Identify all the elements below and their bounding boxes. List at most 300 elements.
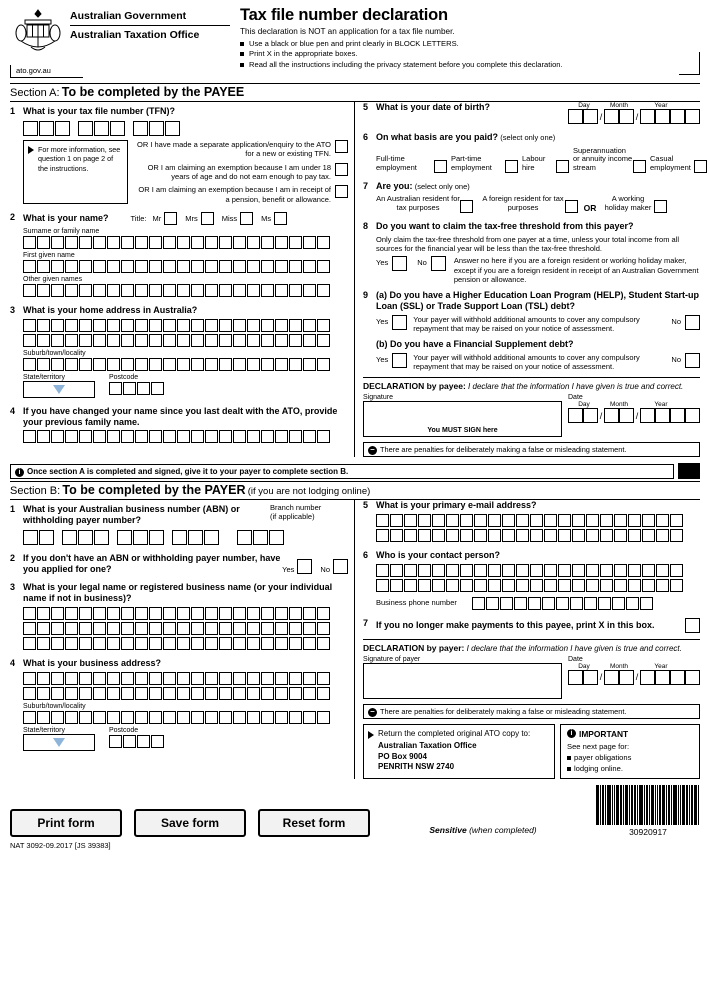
surname-char[interactable] [219,236,232,249]
tfn-digit[interactable] [110,121,125,136]
business-suburb-char[interactable] [93,711,106,724]
legal-name-char[interactable] [275,622,288,635]
business-address-char[interactable] [51,687,64,700]
legal-name-char[interactable] [107,607,120,620]
business-suburb-char[interactable] [247,711,260,724]
contact-char[interactable] [572,579,585,592]
other-name-char[interactable] [205,284,218,297]
phone-digit[interactable] [640,597,653,610]
contact-char[interactable] [600,579,613,592]
first-name-char[interactable] [317,260,330,273]
business-address-char[interactable] [303,672,316,685]
address-char[interactable] [275,334,288,347]
legal-name-char[interactable] [233,622,246,635]
business-suburb-char[interactable] [79,711,92,724]
business-address-char[interactable] [121,687,134,700]
contact-char[interactable] [614,564,627,577]
address-char[interactable] [261,334,274,347]
legal-name-char[interactable] [191,637,204,650]
surname-char[interactable] [261,236,274,249]
legal-name-char[interactable] [107,622,120,635]
payer-day-digit[interactable] [568,670,583,685]
other-name-char[interactable] [93,284,106,297]
other-name-char[interactable] [191,284,204,297]
email-char[interactable] [446,529,459,542]
business-address-char[interactable] [23,687,36,700]
first-name-char[interactable] [163,260,176,273]
legal-name-char[interactable] [275,637,288,650]
suburb-char[interactable] [261,358,274,371]
legal-name-char[interactable] [191,607,204,620]
phone-digit[interactable] [472,597,485,610]
business-address-char[interactable] [163,687,176,700]
business-address-char[interactable] [205,672,218,685]
legal-name-char[interactable] [317,622,330,635]
tfn-digit[interactable] [165,121,180,136]
surname-char[interactable] [93,236,106,249]
legal-name-char[interactable] [247,637,260,650]
address-char[interactable] [317,319,330,332]
title-mr-checkbox[interactable] [164,212,177,225]
abn-digit[interactable] [39,530,54,545]
address-char[interactable] [65,334,78,347]
previous-name-char[interactable] [163,430,176,443]
contact-char[interactable] [446,564,459,577]
contact-char[interactable] [516,579,529,592]
email-char[interactable] [418,529,431,542]
suburb-char[interactable] [79,358,92,371]
other-name-char[interactable] [275,284,288,297]
address-char[interactable] [23,334,36,347]
postcode-digit[interactable] [151,382,164,395]
dob-year-digit[interactable] [640,109,655,124]
business-address-char[interactable] [37,687,50,700]
phone-digit[interactable] [584,597,597,610]
tfn-digit[interactable] [39,121,54,136]
email-char[interactable] [628,529,641,542]
payer-year-digit[interactable] [640,670,655,685]
business-suburb-char[interactable] [121,711,134,724]
surname-char[interactable] [23,236,36,249]
tfn-digit[interactable] [55,121,70,136]
legal-name-char[interactable] [191,622,204,635]
address-char[interactable] [247,334,260,347]
business-address-char[interactable] [205,687,218,700]
email-char[interactable] [544,529,557,542]
payer-year-digit[interactable] [670,670,685,685]
previous-name-char[interactable] [219,430,232,443]
business-state-select[interactable] [23,734,95,751]
contact-char[interactable] [628,564,641,577]
email-char[interactable] [586,514,599,527]
q1-option-1-checkbox[interactable] [335,140,348,153]
other-name-char[interactable] [107,284,120,297]
legal-name-char[interactable] [51,607,64,620]
business-address-char[interactable] [303,687,316,700]
legal-name-char[interactable] [219,607,232,620]
business-address-char[interactable] [275,687,288,700]
title-ms-checkbox[interactable] [274,212,287,225]
address-char[interactable] [191,334,204,347]
business-address-char[interactable] [289,687,302,700]
legal-name-char[interactable] [121,607,134,620]
legal-name-char[interactable] [219,622,232,635]
legal-name-char[interactable] [205,637,218,650]
first-name-char[interactable] [233,260,246,273]
other-name-char[interactable] [261,284,274,297]
legal-name-char[interactable] [79,607,92,620]
contact-char[interactable] [390,564,403,577]
legal-name-char[interactable] [65,622,78,635]
legal-name-char[interactable] [121,622,134,635]
legal-name-char[interactable] [51,622,64,635]
email-char[interactable] [376,514,389,527]
payer-month-digit[interactable] [604,670,619,685]
surname-char[interactable] [65,236,78,249]
business-suburb-char[interactable] [65,711,78,724]
email-char[interactable] [404,514,417,527]
legal-name-char[interactable] [107,637,120,650]
phone-digit[interactable] [570,597,583,610]
business-address-char[interactable] [177,672,190,685]
payer-signature-field[interactable] [363,663,562,699]
contact-char[interactable] [670,579,683,592]
abn-digit[interactable] [117,530,132,545]
other-name-char[interactable] [121,284,134,297]
legal-name-char[interactable] [23,637,36,650]
first-name-char[interactable] [121,260,134,273]
business-address-char[interactable] [121,672,134,685]
email-char[interactable] [432,514,445,527]
q1-option-2-checkbox[interactable] [335,163,348,176]
state-select[interactable] [23,381,95,398]
first-name-char[interactable] [51,260,64,273]
suburb-char[interactable] [37,358,50,371]
payer-year-digit[interactable] [655,670,670,685]
previous-name-char[interactable] [79,430,92,443]
legal-name-char[interactable] [233,607,246,620]
address-char[interactable] [219,334,232,347]
postcode-digit[interactable] [123,382,136,395]
other-name-char[interactable] [303,284,316,297]
payee-year-digit[interactable] [685,408,700,423]
q1-option-3-checkbox[interactable] [335,185,348,198]
business-suburb-char[interactable] [191,711,204,724]
abn-digit[interactable] [204,530,219,545]
contact-char[interactable] [404,579,417,592]
dob-month-digit[interactable] [604,109,619,124]
legal-name-char[interactable] [317,607,330,620]
email-char[interactable] [474,514,487,527]
contact-char[interactable] [656,579,669,592]
legal-name-char[interactable] [149,607,162,620]
business-address-char[interactable] [317,687,330,700]
address-char[interactable] [247,319,260,332]
legal-name-char[interactable] [149,622,162,635]
reset-form-button[interactable]: Reset form [258,809,370,837]
dob-year-digit[interactable] [655,109,670,124]
print-form-button[interactable]: Print form [10,809,122,837]
business-suburb-char[interactable] [135,711,148,724]
other-name-char[interactable] [247,284,260,297]
email-char[interactable] [670,514,683,527]
first-name-char[interactable] [65,260,78,273]
email-char[interactable] [516,514,529,527]
abn-digit[interactable] [94,530,109,545]
phone-digit[interactable] [500,597,513,610]
legal-name-char[interactable] [289,637,302,650]
business-address-char[interactable] [107,687,120,700]
business-suburb-char[interactable] [289,711,302,724]
contact-char[interactable] [656,564,669,577]
address-char[interactable] [233,334,246,347]
business-postcode-digit[interactable] [123,735,136,748]
first-name-char[interactable] [289,260,302,273]
surname-char[interactable] [163,236,176,249]
address-char[interactable] [23,319,36,332]
surname-char[interactable] [275,236,288,249]
other-name-char[interactable] [23,284,36,297]
other-name-char[interactable] [65,284,78,297]
tfn-digit[interactable] [78,121,93,136]
abn-digit[interactable] [133,530,148,545]
postcode-digit[interactable] [109,382,122,395]
q8-no-checkbox[interactable] [431,256,446,271]
address-char[interactable] [303,334,316,347]
email-char[interactable] [600,529,613,542]
surname-char[interactable] [289,236,302,249]
email-char[interactable] [390,529,403,542]
email-char[interactable] [502,514,515,527]
suburb-char[interactable] [23,358,36,371]
legal-name-char[interactable] [303,607,316,620]
surname-char[interactable] [135,236,148,249]
email-char[interactable] [530,514,543,527]
legal-name-char[interactable] [135,637,148,650]
surname-char[interactable] [107,236,120,249]
payee-month-digit[interactable] [619,408,634,423]
other-name-char[interactable] [79,284,92,297]
address-char[interactable] [205,319,218,332]
business-address-char[interactable] [233,672,246,685]
dob-year-digit[interactable] [670,109,685,124]
email-char[interactable] [656,514,669,527]
legal-name-char[interactable] [93,637,106,650]
email-char[interactable] [530,529,543,542]
q7-opt1-checkbox[interactable] [460,200,473,213]
suburb-char[interactable] [205,358,218,371]
q8-yes-checkbox[interactable] [392,256,407,271]
other-name-char[interactable] [37,284,50,297]
business-address-char[interactable] [93,672,106,685]
email-char[interactable] [656,529,669,542]
first-name-char[interactable] [149,260,162,273]
other-name-char[interactable] [317,284,330,297]
q6-opt5-checkbox[interactable] [694,160,707,173]
suburb-char[interactable] [135,358,148,371]
email-char[interactable] [572,529,585,542]
first-name-char[interactable] [23,260,36,273]
q9b-yes-checkbox[interactable] [392,353,407,368]
first-name-char[interactable] [107,260,120,273]
surname-char[interactable] [37,236,50,249]
previous-name-char[interactable] [107,430,120,443]
suburb-char[interactable] [219,358,232,371]
contact-char[interactable] [474,579,487,592]
suburb-char[interactable] [163,358,176,371]
dob-year-digit[interactable] [685,109,700,124]
legal-name-char[interactable] [163,637,176,650]
surname-char[interactable] [233,236,246,249]
address-char[interactable] [37,319,50,332]
tfn-digit[interactable] [133,121,148,136]
business-address-char[interactable] [79,672,92,685]
business-suburb-char[interactable] [51,711,64,724]
email-char[interactable] [488,514,501,527]
surname-char[interactable] [149,236,162,249]
contact-char[interactable] [586,564,599,577]
contact-char[interactable] [418,579,431,592]
q9a-yes-checkbox[interactable] [392,315,407,330]
email-char[interactable] [474,529,487,542]
legal-name-char[interactable] [37,607,50,620]
first-name-char[interactable] [247,260,260,273]
business-address-char[interactable] [65,687,78,700]
payer-year-digit[interactable] [685,670,700,685]
business-postcode-digit[interactable] [151,735,164,748]
legal-name-char[interactable] [135,622,148,635]
address-char[interactable] [177,319,190,332]
legal-name-char[interactable] [23,607,36,620]
phone-digit[interactable] [626,597,639,610]
business-address-char[interactable] [233,687,246,700]
address-char[interactable] [93,319,106,332]
surname-char[interactable] [51,236,64,249]
email-char[interactable] [502,529,515,542]
business-address-char[interactable] [191,672,204,685]
surname-char[interactable] [79,236,92,249]
suburb-char[interactable] [51,358,64,371]
email-char[interactable] [642,529,655,542]
email-char[interactable] [558,529,571,542]
contact-char[interactable] [460,579,473,592]
surname-char[interactable] [177,236,190,249]
surname-char[interactable] [303,236,316,249]
address-char[interactable] [163,319,176,332]
suburb-char[interactable] [121,358,134,371]
contact-char[interactable] [614,579,627,592]
surname-char[interactable] [121,236,134,249]
payer-month-digit[interactable] [619,670,634,685]
business-address-char[interactable] [219,672,232,685]
surname-char[interactable] [191,236,204,249]
previous-name-char[interactable] [247,430,260,443]
address-char[interactable] [205,334,218,347]
tfn-digit[interactable] [149,121,164,136]
legal-name-char[interactable] [261,637,274,650]
contact-char[interactable] [544,579,557,592]
first-name-char[interactable] [93,260,106,273]
business-address-char[interactable] [93,687,106,700]
legal-name-char[interactable] [247,607,260,620]
business-suburb-char[interactable] [233,711,246,724]
abn-digit[interactable] [62,530,77,545]
business-address-char[interactable] [37,672,50,685]
b7-checkbox[interactable] [685,618,700,633]
previous-name-char[interactable] [51,430,64,443]
address-char[interactable] [37,334,50,347]
tfn-digit[interactable] [23,121,38,136]
phone-digit[interactable] [598,597,611,610]
payer-day-digit[interactable] [583,670,598,685]
q9b-no-checkbox[interactable] [685,353,700,368]
business-address-char[interactable] [261,672,274,685]
business-address-char[interactable] [107,672,120,685]
business-suburb-char[interactable] [23,711,36,724]
legal-name-char[interactable] [177,607,190,620]
legal-name-char[interactable] [275,607,288,620]
legal-name-char[interactable] [205,622,218,635]
suburb-char[interactable] [149,358,162,371]
legal-name-char[interactable] [303,637,316,650]
suburb-char[interactable] [233,358,246,371]
first-name-char[interactable] [205,260,218,273]
business-address-char[interactable] [149,687,162,700]
legal-name-char[interactable] [219,637,232,650]
branch-digit[interactable] [237,530,252,545]
suburb-char[interactable] [303,358,316,371]
first-name-char[interactable] [79,260,92,273]
address-char[interactable] [219,319,232,332]
contact-char[interactable] [432,564,445,577]
other-name-char[interactable] [219,284,232,297]
save-form-button[interactable]: Save form [134,809,246,837]
payee-day-digit[interactable] [583,408,598,423]
suburb-char[interactable] [93,358,106,371]
email-char[interactable] [614,529,627,542]
phone-digit[interactable] [514,597,527,610]
payee-year-digit[interactable] [655,408,670,423]
business-suburb-char[interactable] [149,711,162,724]
address-char[interactable] [65,319,78,332]
address-char[interactable] [275,319,288,332]
q7-opt3-checkbox[interactable] [654,200,667,213]
suburb-char[interactable] [247,358,260,371]
business-suburb-char[interactable] [317,711,330,724]
email-char[interactable] [670,529,683,542]
business-suburb-char[interactable] [107,711,120,724]
previous-name-char[interactable] [275,430,288,443]
previous-name-char[interactable] [93,430,106,443]
legal-name-char[interactable] [205,607,218,620]
address-char[interactable] [289,334,302,347]
legal-name-char[interactable] [37,622,50,635]
abn-digit[interactable] [149,530,164,545]
suburb-char[interactable] [275,358,288,371]
suburb-char[interactable] [107,358,120,371]
other-name-char[interactable] [51,284,64,297]
other-name-char[interactable] [135,284,148,297]
dob-month-digit[interactable] [619,109,634,124]
suburb-char[interactable] [65,358,78,371]
legal-name-char[interactable] [23,622,36,635]
legal-name-char[interactable] [149,637,162,650]
address-char[interactable] [107,334,120,347]
previous-name-char[interactable] [177,430,190,443]
address-char[interactable] [149,334,162,347]
contact-char[interactable] [572,564,585,577]
q6-opt3-checkbox[interactable] [556,160,569,173]
